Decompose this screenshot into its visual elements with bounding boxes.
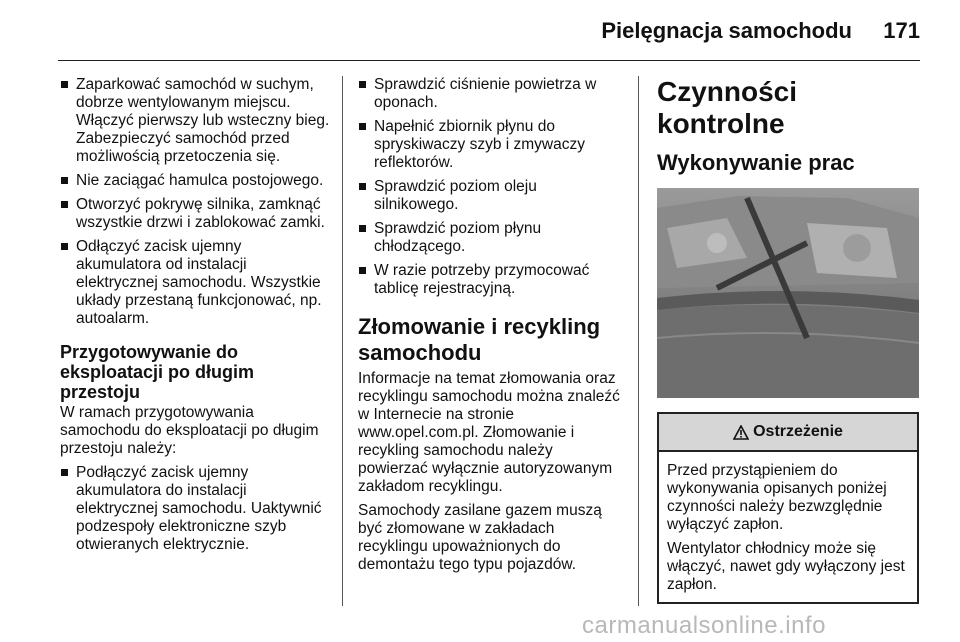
warning-box <box>657 412 919 604</box>
recommissioning-steps-list <box>60 464 330 554</box>
warning-triangle-icon <box>733 425 749 440</box>
recommissioning-steps-list-continued <box>358 76 620 298</box>
column-divider-2 <box>638 76 639 606</box>
page-header <box>0 0 960 62</box>
section-heading-work: Wykonywanie prac <box>657 150 855 175</box>
page-title: Pielęgnacja samochodu <box>601 18 852 43</box>
chapter-heading: Czynności kontrolne <box>657 76 798 139</box>
warning-paragraph: Wentylator chłodnicy może się włączyć, nawet gdy wyłączony jest zapłon. <box>667 540 905 593</box>
list-item: Zaparkować samochód w suchym, dobrze wentylowanym miejscu. Włączyć pierwszy lub wsteczny bieg. Zabezpieczyć samochód przed możliwością przetoczenia się. <box>60 76 330 166</box>
warning-header <box>659 414 917 452</box>
section-intro: W ramach przygotowywania samochodu do eksploatacji po długim przestoju należy: <box>60 404 319 457</box>
warning-title: Ostrzeżenie <box>753 423 843 440</box>
paragraph: Samochody zasilane gazem muszą być złomowane w zakładach recyklingu upoważnionych do demontażu tego typu pojazdów. <box>358 502 602 573</box>
column-1 <box>60 76 330 560</box>
section-heading-scrapping: Złomowanie i recykling samochodu <box>358 314 601 365</box>
section-heading-recommissioning: Przygotowywanie do eksploatacji po długim przestoju <box>60 342 255 402</box>
engine-bay-illustration <box>657 188 919 398</box>
warning-paragraph: Przed przystąpieniem do wykonywania opisanych poniżej czynności należy bezwzględnie wyłączyć zapłon. <box>667 462 887 533</box>
list-item: W razie potrzeby przymocować tablicę rejestracyjną. <box>358 262 620 298</box>
list-item: Podłączyć zacisk ujemny akumulatora do instalacji elektrycznej samochodu. Uaktywnić podzespoły elektroniczne szyb otwieranych elektrycznie. <box>60 464 330 554</box>
page-number: 171 <box>883 18 920 43</box>
paragraph: Informacje na temat złomowania oraz recyklingu samochodu można znaleźć w Internecie na stronie www.opel.com.pl. Złomowanie i recykling samochodu należy powierzać wyłącznie autoryzowanym zakładom recyklingu. <box>358 370 620 495</box>
engine-bay-drawing <box>657 188 919 398</box>
column-divider-1 <box>342 76 343 606</box>
header-divider <box>58 60 920 61</box>
list-item: Odłączyć zacisk ujemny akumulatora od instalacji elektrycznej samochodu. Wszystkie układy przestaną funkcjonować, np. autoalarm. <box>60 238 330 328</box>
list-item: Sprawdzić poziom płynu chłodzącego. <box>358 220 620 256</box>
column-3 <box>657 76 919 604</box>
watermark: carmanualsonline.info <box>582 612 826 639</box>
warning-body <box>659 452 917 602</box>
list-item: Sprawdzić poziom oleju silnikowego. <box>358 178 620 214</box>
list-item: Napełnić zbiornik płynu do spryskiwaczy szyb i zmywaczy reflektorów. <box>358 118 620 172</box>
column-2 <box>358 76 620 580</box>
list-item: Otworzyć pokrywę silnika, zamknąć wszystkie drzwi i zablokować zamki. <box>60 196 330 232</box>
list-item: Nie zaciągać hamulca postojowego. <box>60 172 330 190</box>
storage-steps-list <box>60 76 330 328</box>
list-item: Sprawdzić ciśnienie powietrza w oponach. <box>358 76 620 112</box>
